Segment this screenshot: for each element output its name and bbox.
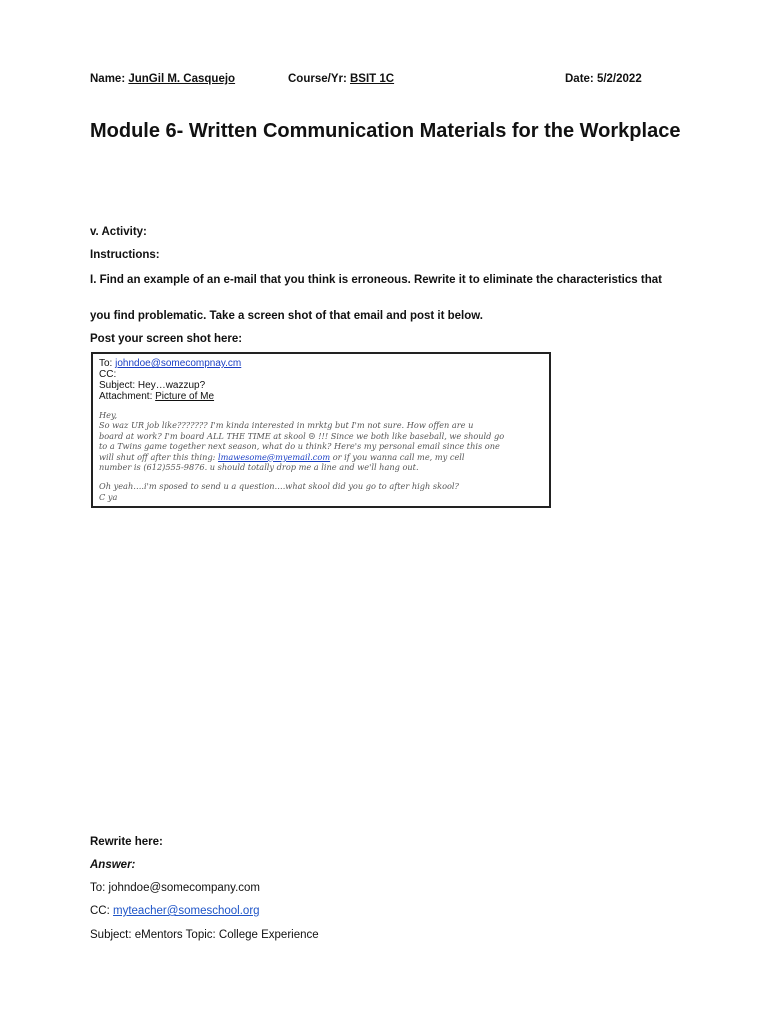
- instruction-item-1-line-1: I. Find an example of an e-mail that you think is erroneous. Rewrite it to eliminate the characteristics that: [90, 274, 662, 286]
- screenshot-body-line: number is (612)555-9876. u should totally drop me a line and we'll hang out.: [99, 462, 419, 473]
- course-field: [288, 73, 394, 85]
- rewrite-to-line: To: johndoe@somecompany.com: [90, 882, 260, 894]
- rewrite-cc-link[interactable]: myteacher@someschool.org: [113, 905, 260, 917]
- screenshot-body-line: will shut off after this thing: lmawesome@myemail.com or if you wanna call me, my cell: [99, 451, 465, 462]
- screenshot-body-line: to a Twins game together next season, what do u think? Here's my personal email since this one: [99, 441, 500, 452]
- date-field: Date: 5/2/2022: [565, 73, 642, 85]
- rewrite-cc-line: CC: myteacher@someschool.org: [90, 905, 260, 917]
- page-title: Module 6- Written Communication Materials for the Workplace: [90, 120, 681, 142]
- screenshot-attachment-link: Picture of Me: [155, 391, 215, 402]
- screenshot-body-line: So waz UR job like??????? I'm kinda interested in mrktg but I'm not sure. How offen are u: [99, 420, 474, 431]
- email-screenshot: [91, 352, 551, 508]
- screenshot-email-body: [99, 410, 543, 502]
- name-label: Name:: [90, 73, 126, 85]
- name-value: JunGil M. Casquejo: [128, 73, 236, 85]
- screenshot-body-email-link: lmawesome@myemail.com: [218, 451, 331, 462]
- instructions-label: Instructions:: [90, 249, 160, 261]
- post-screenshot-label: Post your screen shot here:: [90, 333, 243, 345]
- screenshot-attachment-line: Attachment: Picture of Me: [99, 391, 215, 402]
- answer-label: Answer:: [90, 859, 136, 871]
- rewrite-subject-line: Subject: eMentors Topic: College Experience: [90, 929, 319, 941]
- screenshot-body-ps: Oh yeah….i'm sposed to send u a question….what skool did you go to after high skool?: [99, 481, 459, 492]
- screenshot-body-signoff: C ya: [99, 491, 118, 502]
- name-field: [90, 73, 235, 85]
- screenshot-cc-line: CC:: [99, 369, 117, 380]
- instruction-item-1-line-2: you find problematic. Take a screen shot of that email and post it below.: [90, 310, 483, 322]
- course-value: BSIT 1C: [350, 73, 395, 85]
- screenshot-to-line: To: johndoe@somecompnay.cm: [99, 358, 242, 369]
- screenshot-to-link: johndoe@somecompnay.cm: [115, 358, 242, 369]
- screenshot-subject-line: Subject: Hey…wazzup?: [99, 380, 206, 391]
- activity-heading: v. Activity:: [90, 226, 147, 238]
- course-label: Course/Yr:: [288, 73, 347, 85]
- rewrite-label: Rewrite here:: [90, 836, 163, 848]
- screenshot-body-greeting: Hey,: [99, 410, 118, 420]
- screenshot-body-line: board at work? I'm board ALL THE TIME at skool ☹ !!! Since we both like baseball, we should go: [99, 430, 505, 441]
